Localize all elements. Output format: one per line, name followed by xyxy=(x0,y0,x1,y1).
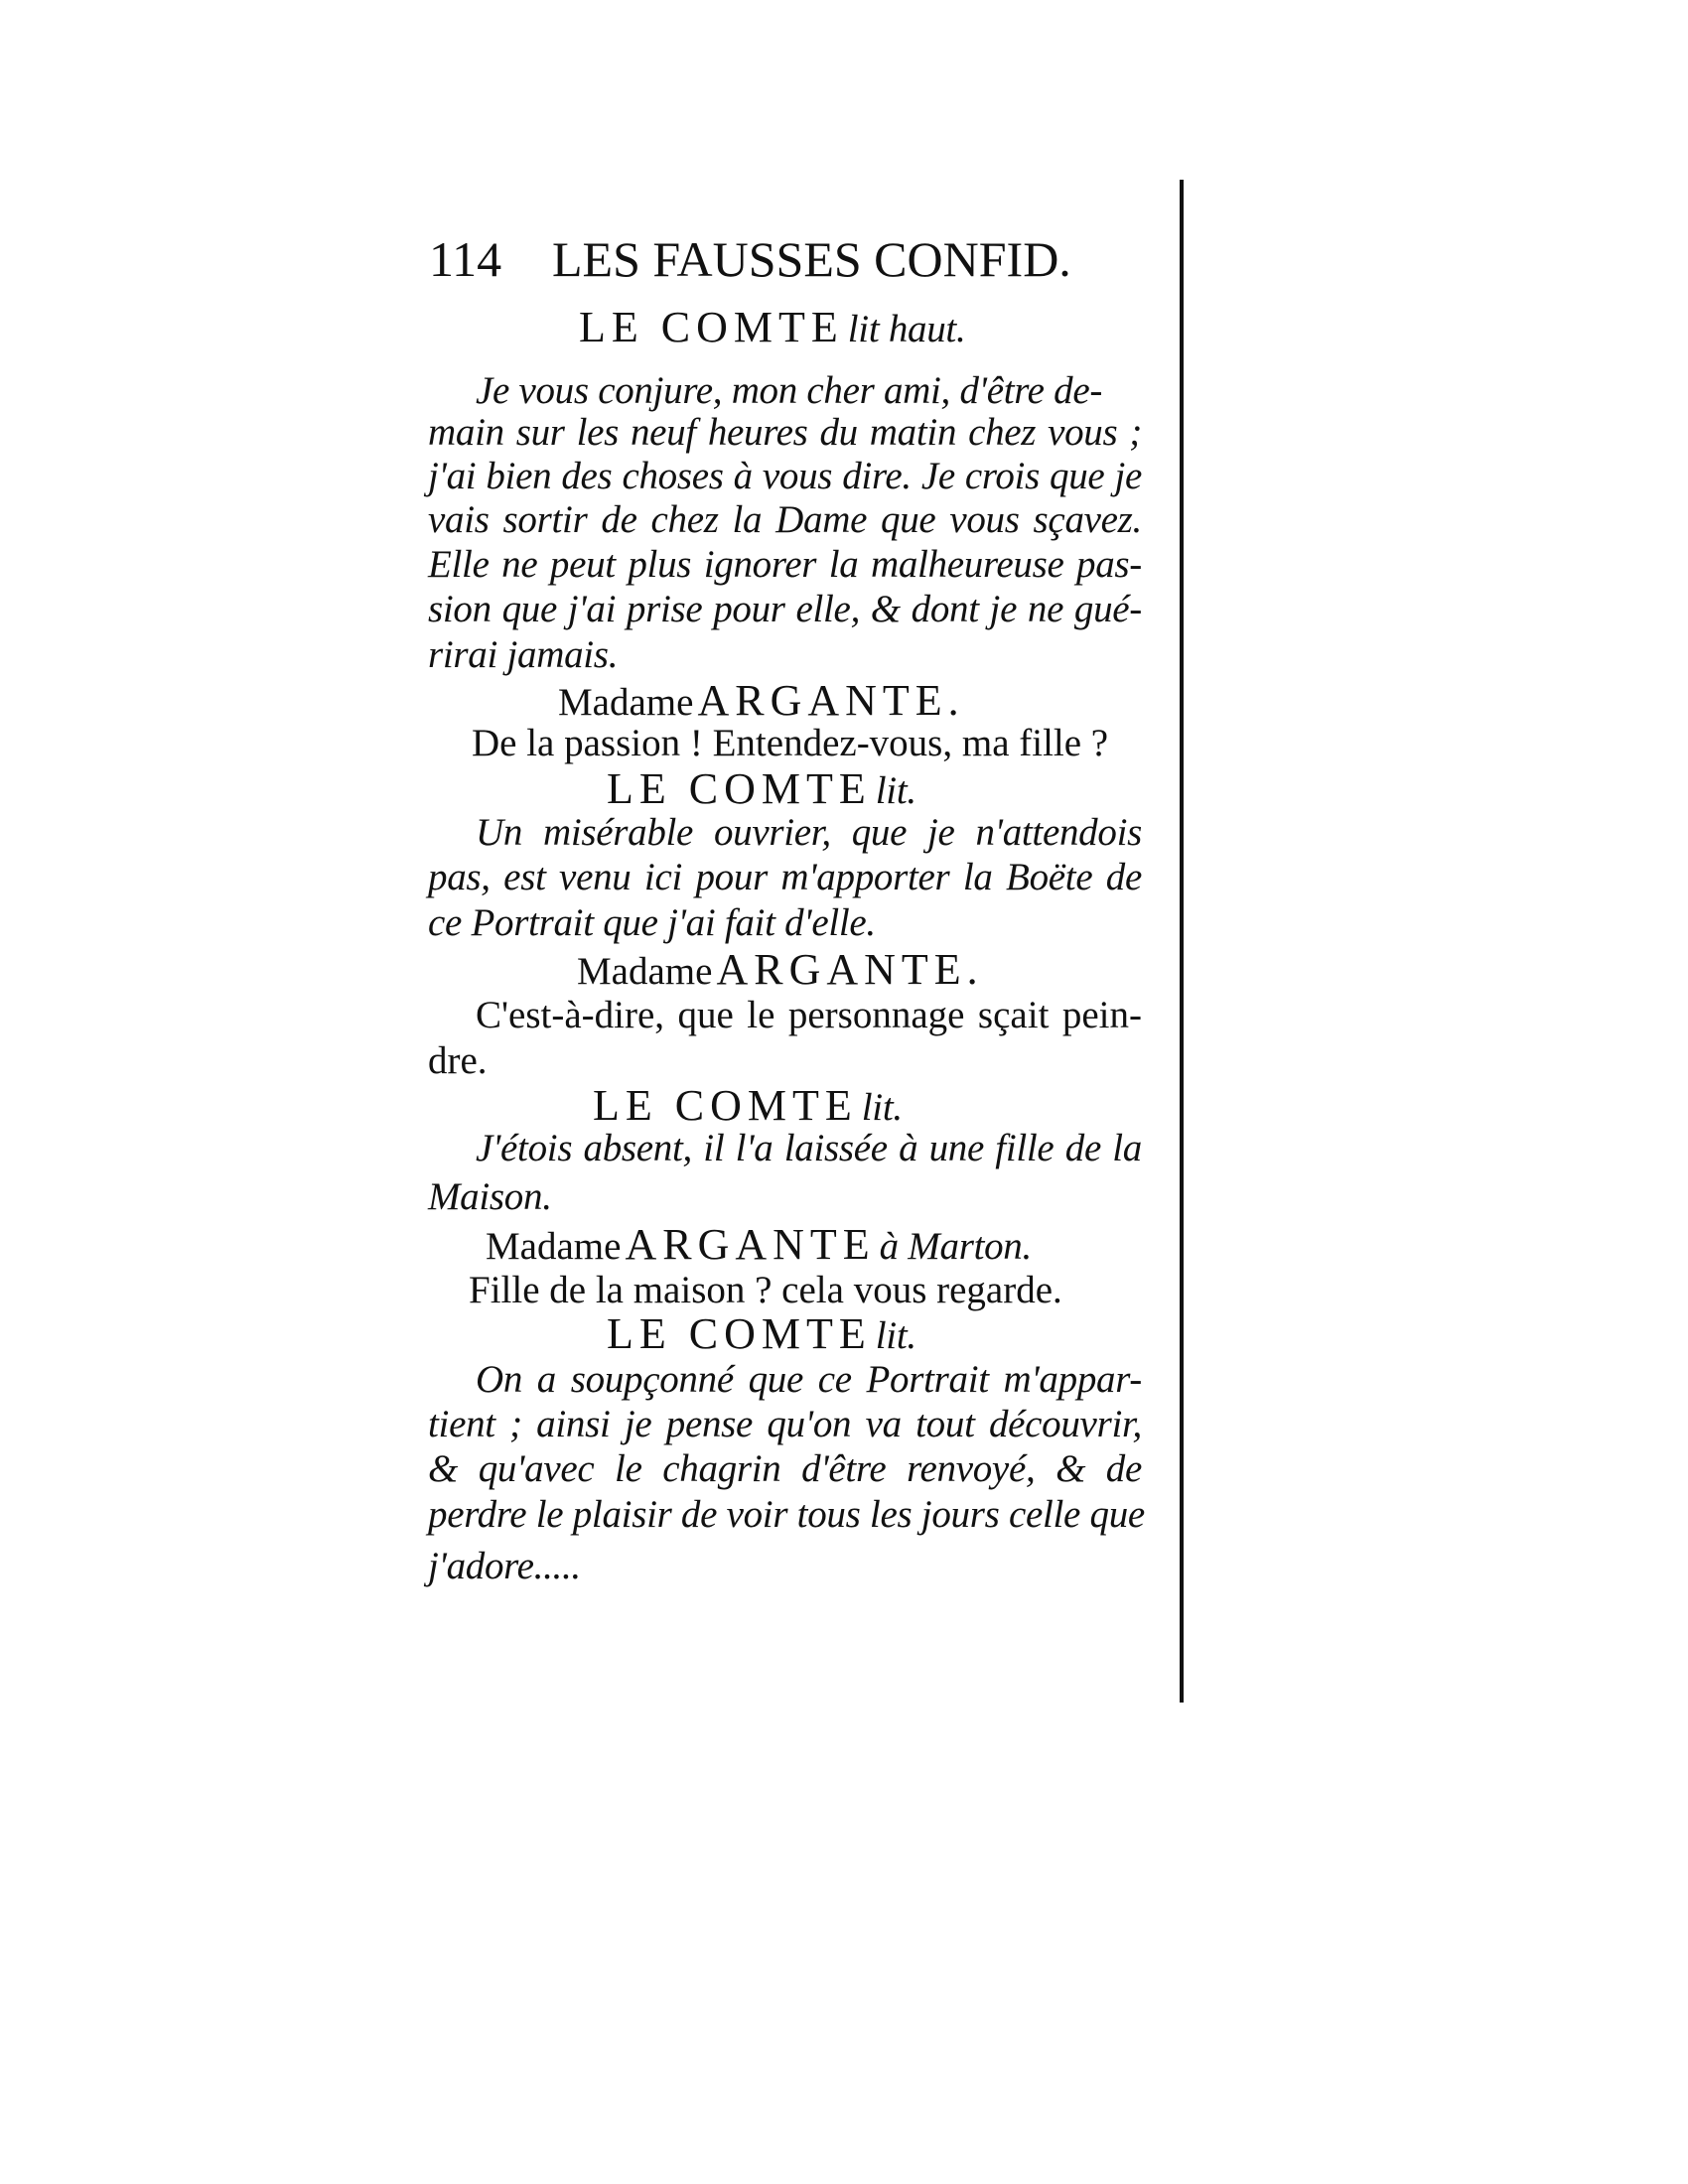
speaker-heading xyxy=(486,1220,1032,1269)
speaker-heading xyxy=(607,1309,916,1358)
speaker-heading xyxy=(558,676,965,725)
text-line: Je vous conjure, mon cher ami, d'être de- xyxy=(476,369,1103,412)
stage-direction: lit. xyxy=(875,769,916,812)
speaker-prefix: Madame xyxy=(558,681,694,724)
speaker-heading xyxy=(607,764,916,813)
speaker-prefix: Madame xyxy=(577,950,713,993)
text-line: J'étois absent, il l'a laissée à une fille de la xyxy=(476,1127,1142,1169)
speaker-name: LE COMTE xyxy=(607,1309,872,1358)
speaker-heading xyxy=(593,1081,903,1130)
text-line: vais sortir de chez la Dame que vous sçavez. xyxy=(428,498,1142,541)
text-line: tient ; ainsi je pense qu'on va tout découvrir, xyxy=(428,1403,1142,1445)
stage-direction: lit haut. xyxy=(847,308,966,350)
stage-direction: à Marton. xyxy=(879,1225,1032,1268)
page-number: 114 xyxy=(429,231,502,287)
text-line: j'ai bien des choses à vous dire. Je crois que je xyxy=(428,455,1142,497)
stage-direction: lit. xyxy=(861,1086,903,1129)
speaker-name: LE COMTE xyxy=(607,764,872,813)
text-line: ce Portrait que j'ai fait d'elle. xyxy=(428,901,876,944)
text-line: & qu'avec le chagrin d'être renvoyé, & de xyxy=(428,1447,1142,1490)
speaker-heading xyxy=(579,303,966,351)
text-line: On a soupçonné que ce Portrait m'appar- xyxy=(476,1358,1142,1401)
text-line: pas, est venu ici pour m'apporter la Boëte de xyxy=(428,856,1142,898)
text-line: rirai jamais. xyxy=(428,633,619,676)
speaker-name: LE COMTE xyxy=(579,303,844,351)
text-line: Fille de la maison ? cela vous regarde. xyxy=(469,1269,1062,1311)
text-line: perdre le plaisir de voir tous les jours celle que xyxy=(428,1493,1145,1536)
speaker-prefix: Madame xyxy=(486,1225,622,1268)
running-title: LES FAUSSES CONFID. xyxy=(552,231,1071,287)
text-line: De la passion ! Entendez-vous, ma fille ? xyxy=(472,722,1109,764)
text-line: sion que j'ai prise pour elle, & dont je ne gué- xyxy=(428,588,1142,630)
speaker-name: ARGANTE. xyxy=(697,676,965,725)
text-line: Maison. xyxy=(428,1175,552,1218)
text-line: main sur les neuf heures du matin chez vous ; xyxy=(428,411,1142,454)
text-line: dre. xyxy=(428,1039,488,1082)
text-line: Elle ne peut plus ignorer la malheureuse pas- xyxy=(428,543,1142,586)
text-line: Un misérable ouvrier, que je n'attendois xyxy=(476,811,1142,854)
speaker-name: LE COMTE xyxy=(593,1081,858,1130)
stage-direction: lit. xyxy=(875,1314,916,1357)
text-line: C'est-à-dire, que le personnage sçait pein- xyxy=(476,994,1142,1036)
speaker-name: ARGANTE xyxy=(625,1220,876,1269)
text-line: j'adore..... xyxy=(428,1545,581,1587)
page-edge-rule xyxy=(1180,180,1184,1703)
speaker-heading xyxy=(577,945,984,994)
speaker-name: ARGANTE. xyxy=(716,945,984,994)
